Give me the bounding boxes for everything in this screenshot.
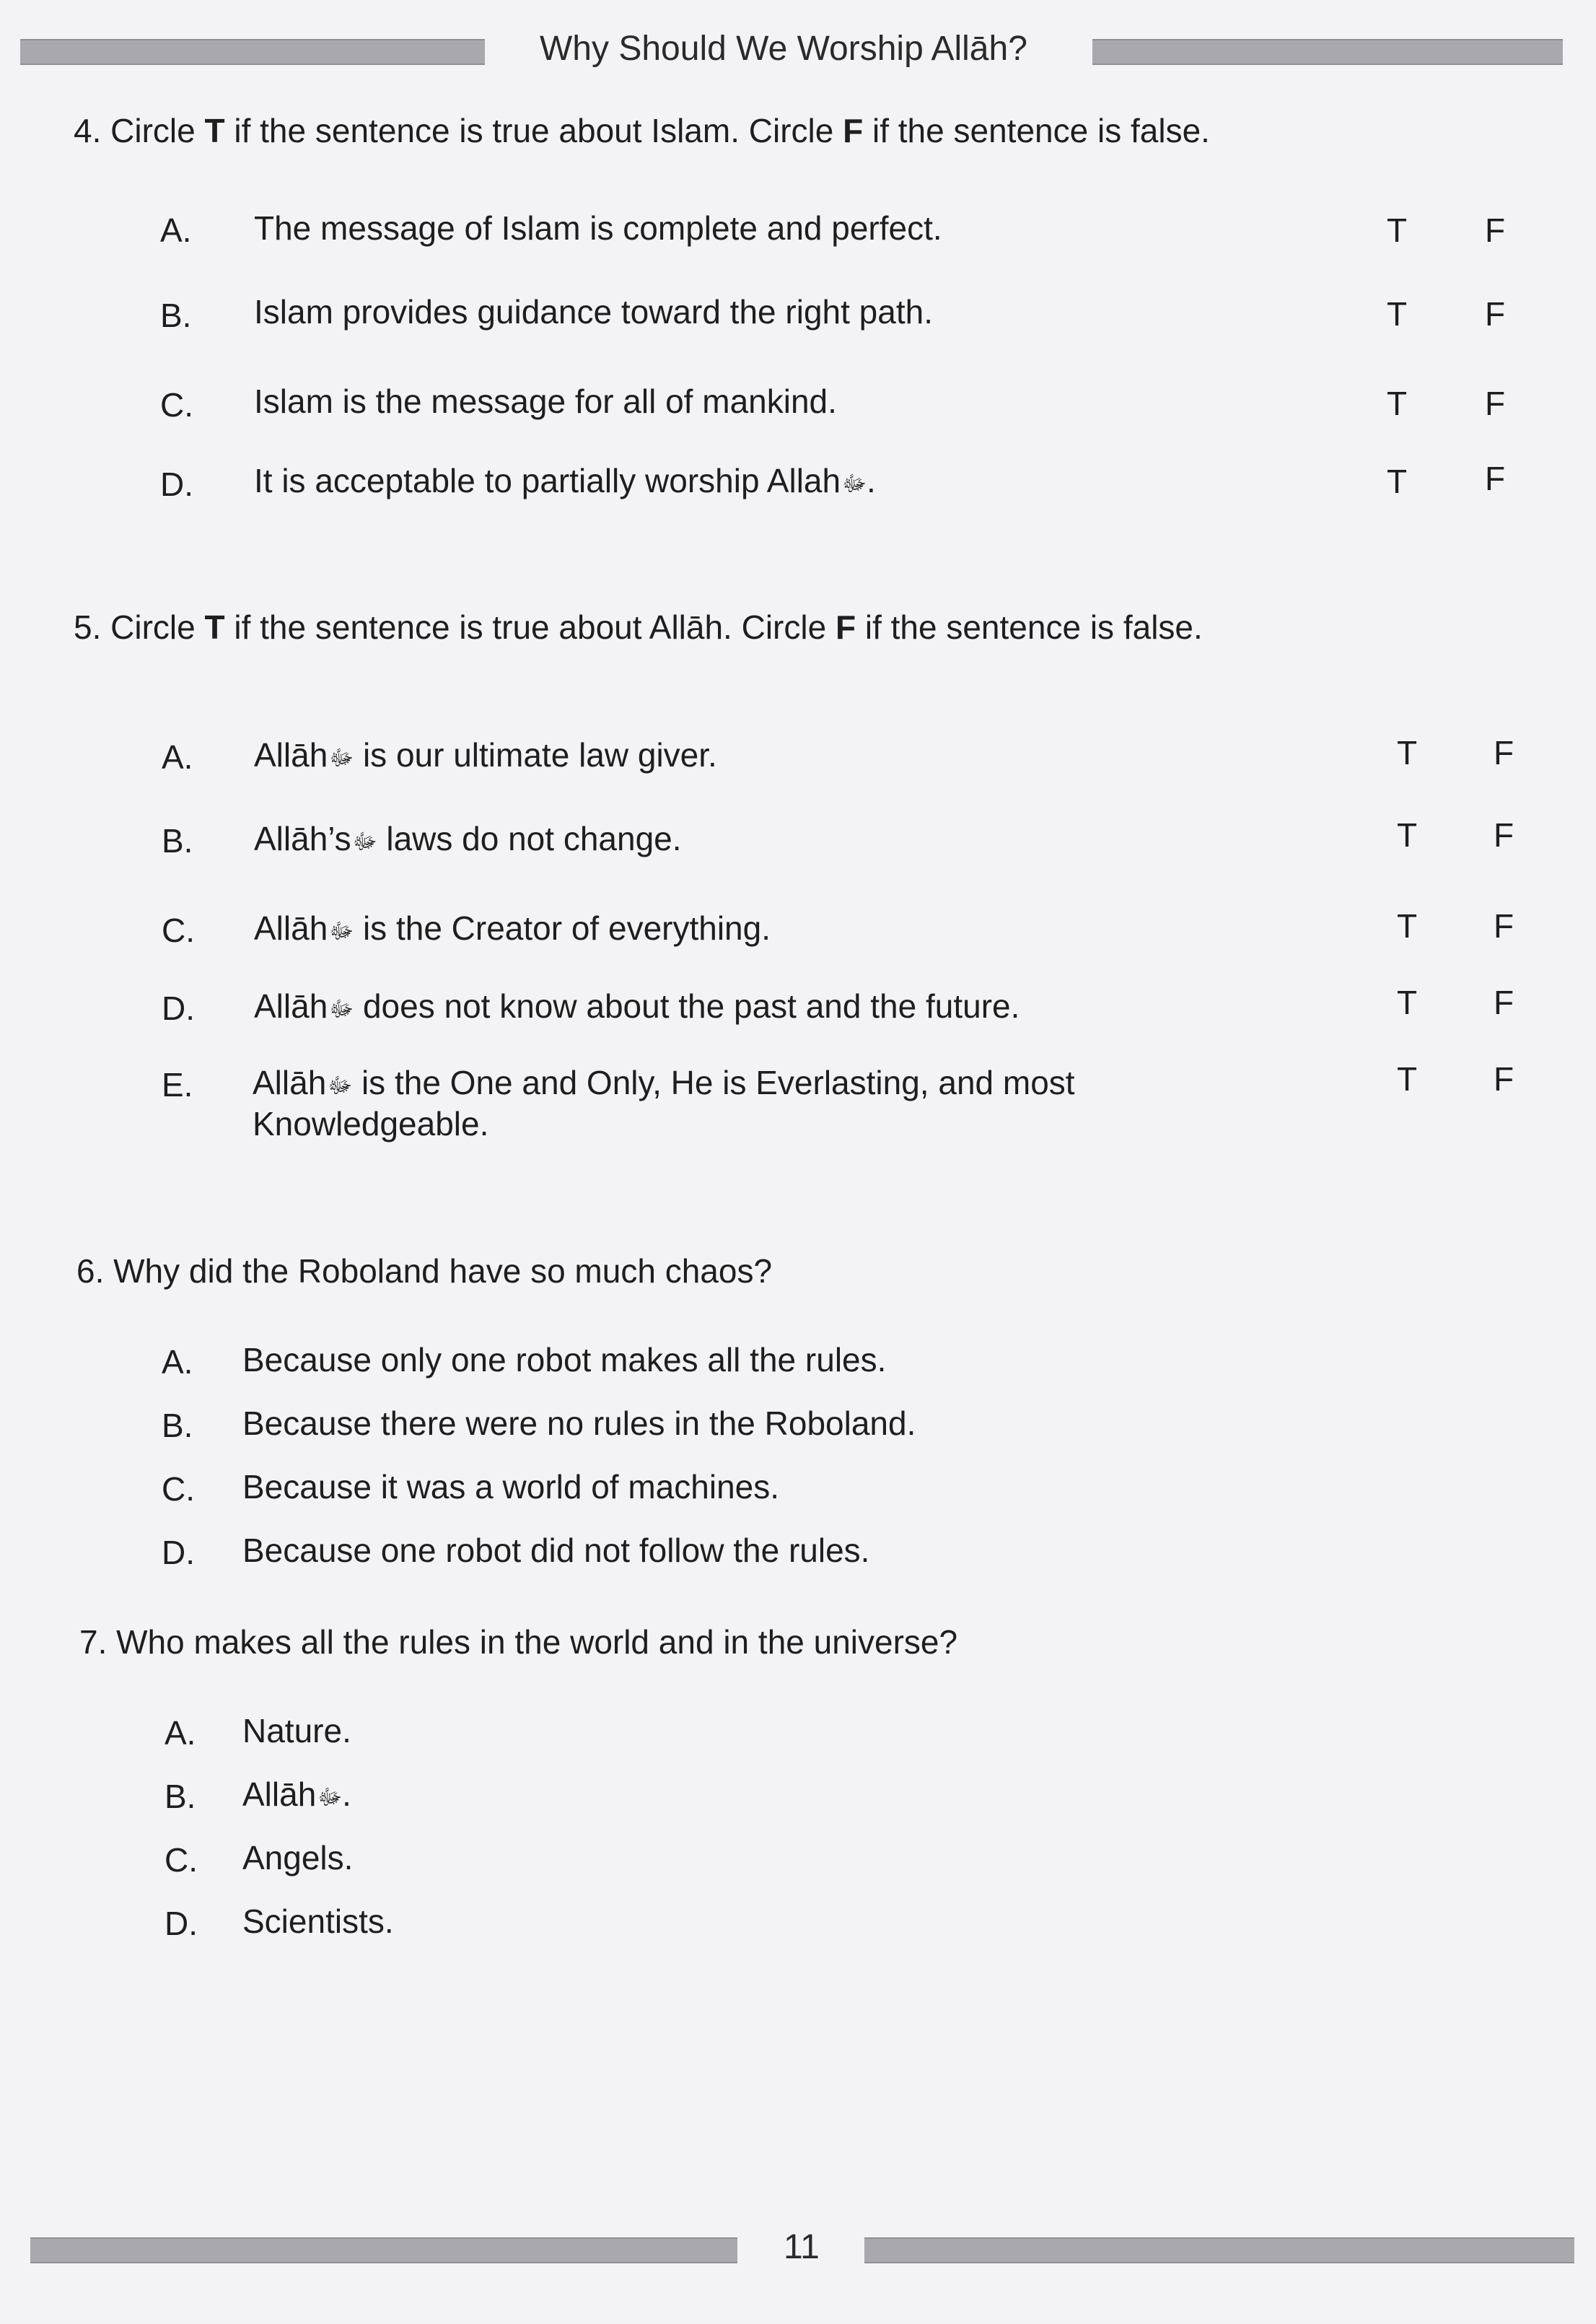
question-7-prompt: 7. Who makes all the rules in the world and in the universe? [79, 1623, 958, 1661]
q5-item-b-text: Allāh’sﷻ laws do not change. [254, 820, 682, 861]
q5-item-a-true-option[interactable]: T [1397, 734, 1418, 772]
q7-option-c-letter: C. [165, 1841, 198, 1879]
page-number: 11 [784, 2228, 820, 2266]
q4-item-b-true-option[interactable]: T [1387, 295, 1408, 333]
q5-item-b-letter: B. [162, 822, 193, 860]
q7-option-d-text[interactable]: Scientists. [242, 1903, 394, 1940]
q5-item-a-false-option[interactable]: F [1494, 734, 1514, 772]
q7-option-c-text[interactable]: Angels. [242, 1839, 354, 1877]
q4-item-b-letter: B. [160, 297, 192, 334]
q5-item-e-false-option[interactable]: F [1494, 1060, 1514, 1098]
question-5-prompt: 5. Circle T if the sentence is true about Allāh. Circle F if the sentence is false. [74, 608, 1203, 646]
q4-item-c-true-option[interactable]: T [1387, 385, 1408, 422]
q5-item-c-letter: C. [162, 912, 195, 949]
honorific-glyph: ﷻ [317, 1786, 343, 1809]
q4-item-d-letter: D. [160, 466, 193, 503]
q5-item-c-text: Allāhﷻ is the Creator of everything. [254, 909, 771, 951]
q6-option-b-text[interactable]: Because there were no rules in the Roboland. [242, 1405, 916, 1442]
q5-item-d-text: Allāhﷻ does not know about the past and the future. [254, 987, 1020, 1028]
header-bar-left [20, 39, 485, 65]
q5-item-a-text: Allāhﷻ is our ultimate law giver. [254, 736, 717, 777]
honorific-glyph: ﷻ [329, 746, 354, 770]
q6-option-d-text[interactable]: Because one robot did not follow the rules. [242, 1532, 870, 1569]
q4-item-a-letter: A. [160, 211, 192, 249]
q7-option-a-letter: A. [165, 1714, 196, 1752]
q5-item-e-text: Allāhﷻ is the One and Only, He is Everlasting, and most Knowledgeable. [253, 1064, 1075, 1143]
q4-item-a-text: The message of Islam is complete and perfect. [254, 209, 942, 247]
footer-bar-right [864, 2237, 1574, 2263]
q7-option-b-text[interactable]: Allāhﷻ. [242, 1775, 351, 1817]
q5-item-c-true-option[interactable]: T [1397, 907, 1418, 945]
q5-item-d-false-option[interactable]: F [1494, 984, 1514, 1021]
q4-item-d-text: It is acceptable to partially worship Allahﷻ. [254, 462, 876, 503]
q5-item-b-true-option[interactable]: T [1397, 816, 1418, 854]
q5-item-c-false-option[interactable]: F [1494, 907, 1514, 945]
q6-option-a-letter: A. [162, 1343, 193, 1381]
q7-option-d-letter: D. [165, 1905, 198, 1942]
footer-bar-left [30, 2237, 737, 2263]
q6-option-a-text[interactable]: Because only one robot makes all the rules. [242, 1341, 887, 1379]
honorific-glyph: ﷻ [329, 919, 354, 943]
q4-item-c-false-option[interactable]: F [1485, 385, 1506, 422]
q5-item-d-true-option[interactable]: T [1397, 984, 1418, 1021]
honorific-glyph: ﷻ [352, 830, 377, 854]
q7-option-a-text[interactable]: Nature. [242, 1712, 351, 1749]
q4-item-c-letter: C. [160, 386, 193, 424]
q4-item-b-text: Islam provides guidance toward the right path. [254, 293, 933, 331]
q4-item-a-true-option[interactable]: T [1387, 211, 1408, 249]
q4-item-d-false-option[interactable]: F [1485, 460, 1506, 497]
q6-option-c-text[interactable]: Because it was a world of machines. [242, 1468, 780, 1506]
q4-item-c-text: Islam is the message for all of mankind. [254, 383, 837, 420]
q5-item-d-letter: D. [162, 990, 195, 1027]
q5-item-a-letter: A. [162, 738, 193, 776]
question-4-prompt: 4. Circle T if the sentence is true about Islam. Circle F if the sentence is false. [74, 112, 1210, 149]
q6-option-b-letter: B. [162, 1407, 193, 1444]
q4-item-a-false-option[interactable]: F [1485, 211, 1506, 249]
q7-option-b-letter: B. [165, 1778, 196, 1815]
honorific-glyph: ﷻ [329, 997, 354, 1021]
q4-item-d-true-option[interactable]: T [1387, 463, 1408, 500]
q6-option-c-letter: C. [162, 1470, 195, 1508]
q6-option-d-letter: D. [162, 1534, 195, 1571]
q5-item-b-false-option[interactable]: F [1494, 816, 1514, 854]
running-head-title: Why Should We Worship Allāh? [540, 30, 1027, 68]
q4-item-b-false-option[interactable]: F [1485, 295, 1506, 333]
honorific-glyph: ﷻ [842, 472, 867, 496]
honorific-glyph: ﷻ [328, 1074, 353, 1098]
question-6-prompt: 6. Why did the Roboland have so much chaos? [76, 1252, 773, 1290]
header-bar-right [1092, 39, 1563, 65]
q5-item-e-letter: E. [162, 1066, 193, 1104]
q5-item-e-true-option[interactable]: T [1397, 1060, 1418, 1098]
